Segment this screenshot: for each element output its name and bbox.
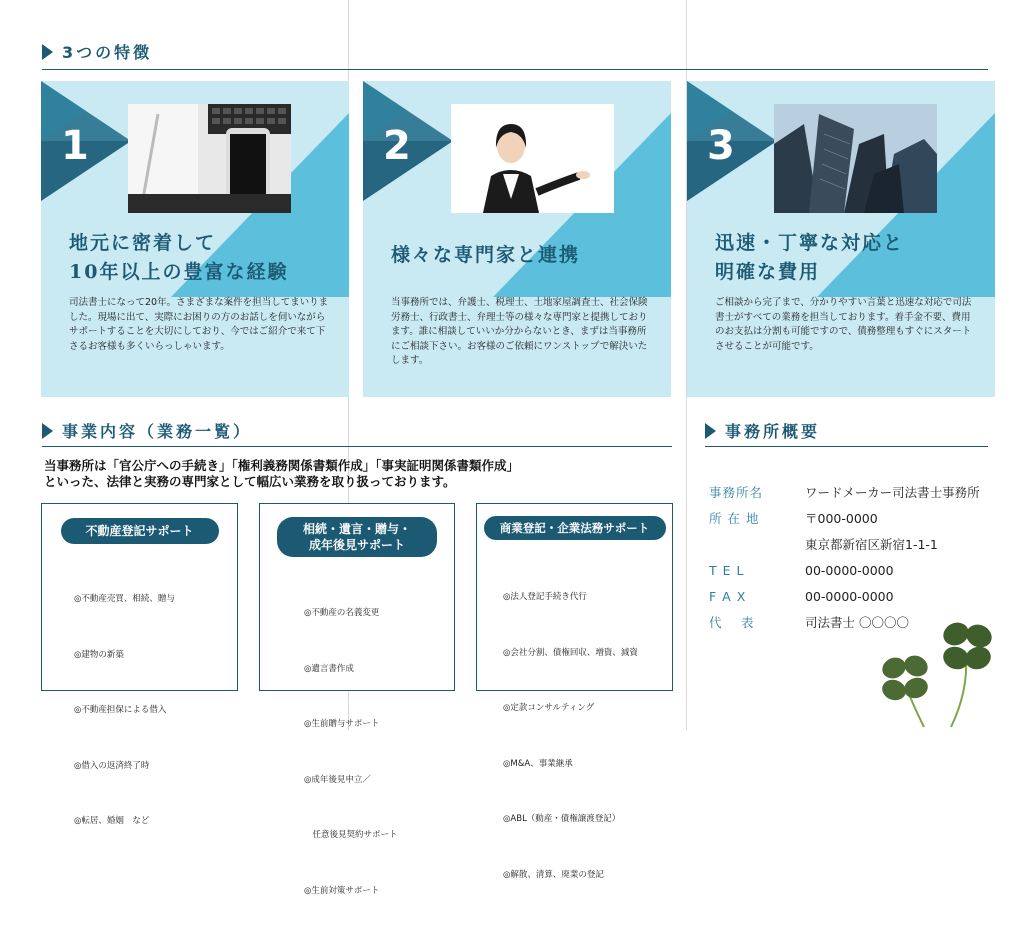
profile-row: [709, 583, 980, 609]
profile-value: 〒000-0000: [805, 511, 878, 526]
list-item: ◎生前贈与サポート: [304, 719, 380, 729]
list-item: ◎遺言書作成: [304, 663, 354, 674]
profile-row: [709, 557, 980, 583]
service-list: [304, 567, 398, 937]
services-intro: 当事務所は「官公庁への手続き」「権利義務関係書類作成」「事実証明関係書類作成」 といった、法律と実務の専門家として幅広い業務を取り扱っております。: [44, 458, 520, 489]
feature-number: 2: [383, 123, 411, 169]
feature-panel-3: [687, 81, 995, 397]
profile-label: 事務所名: [709, 485, 764, 500]
triangle-marker-icon: [42, 423, 53, 439]
profile-value: 00-0000-0000: [805, 588, 894, 604]
list-item: ◎M&A、事業継承: [503, 758, 573, 769]
list-item: ◎建物の新築: [74, 649, 124, 660]
profile-label: 代 表: [709, 615, 755, 630]
businesswoman-photo: [451, 104, 614, 213]
feature-number: 3: [707, 123, 735, 169]
list-item: ◎不動産担保による借入: [74, 705, 167, 715]
list-item: ◎解散、清算、廃業の登記: [503, 869, 604, 880]
section-rule: [42, 69, 988, 70]
list-item: ◎不動産売買、相続、贈与: [74, 594, 175, 604]
feature-text: 司法書士になって20年。さまざまな案件を担当してまいりました。現場に出て、実際にお困りの方のお話しを伺いながらサポートすることを大切にしており、今ではご紹介で来て下さるお客様も多くいらっしゃいます。: [69, 297, 329, 352]
profile-value: 00-0000-0000: [805, 562, 894, 578]
list-item: 任意後見契約サポート: [304, 830, 398, 840]
profile-value: 東京都新宿区新宿1-1-1: [805, 537, 938, 552]
list-item: ◎不動産の名義変更: [304, 608, 380, 618]
list-item: ◎借入の返済終了時: [74, 760, 150, 771]
feature-title: 地元に密着して 10年以上の豊富な経験: [69, 232, 289, 283]
service-list: [503, 551, 638, 921]
service-list: [74, 553, 175, 868]
service-title: 相続・遺言・贈与・ 成年後見サポート: [277, 517, 437, 557]
service-title: 商業登記・企業法務サポート: [484, 516, 666, 540]
buildings-photo: [774, 104, 937, 213]
profile-row: [709, 505, 980, 531]
profile-row: [709, 531, 980, 557]
service-title: 不動産登記サポート: [61, 518, 219, 544]
profile-label: T E L: [709, 562, 745, 578]
service-box-real-estate: [41, 503, 238, 826]
profile-value: 司法書士 〇〇〇〇: [805, 615, 909, 630]
profile-label: 所 在 地: [709, 511, 760, 526]
services-heading: 事業内容（業務一覧）: [42, 419, 252, 442]
list-item: ◎ABL（動産・債権譲渡登記）: [503, 814, 621, 824]
service-box-corporate: [476, 503, 673, 880]
feature-number: 1: [61, 123, 89, 169]
feature-title: 様々な専門家と連携: [391, 244, 581, 266]
features-heading: 3つの特徴: [42, 40, 152, 63]
list-item: ◎転居、婚姻 など: [74, 816, 150, 826]
list-item: ◎成年後見申立／: [304, 774, 371, 785]
profile-value: ワードメーカー司法書士事務所: [805, 485, 980, 500]
feature-title: 迅速・丁寧な対応と 明確な費用: [715, 232, 905, 283]
section-rule: [705, 446, 988, 447]
desk-phone-photo: [128, 104, 291, 213]
profile-row: [709, 479, 980, 505]
feature-text: ご相談から完了まで、分かりやすい言葉と迅速な対応で司法書士がすべての業務を担当しております。着手金不要、費用のお支払は分割も可能ですので、債務整理もすぐにスタートさせることが可能です。: [715, 297, 972, 352]
list-item: ◎生前対策サポート: [304, 885, 380, 896]
feature-panel-2: [363, 81, 671, 397]
profile-label: F A X: [709, 588, 747, 604]
triangle-marker-icon: [705, 423, 716, 439]
section-rule: [42, 446, 672, 447]
service-box-inheritance: [259, 503, 455, 896]
feature-text: 当事務所では、弁護士、税理士、土地家屋調査士、社会保険労務士、行政書士、弁理士等の様々な専門家と提携しております。誰に相談していいか分からないとき、まずは当事務所にご相談下さい。お客様のご依頼にワンストップで解決いたします。: [391, 297, 648, 366]
list-item: ◎法人登記手続き代行: [503, 592, 587, 602]
clover-icon: [876, 612, 1000, 728]
feature-panel-1: [41, 81, 349, 397]
office-heading: 事務所概要: [705, 419, 820, 442]
list-item: ◎定款コンサルティング: [503, 703, 595, 713]
list-item: ◎会社分割、債権回収、増資、減資: [503, 647, 638, 658]
triangle-marker-icon: [42, 44, 53, 60]
